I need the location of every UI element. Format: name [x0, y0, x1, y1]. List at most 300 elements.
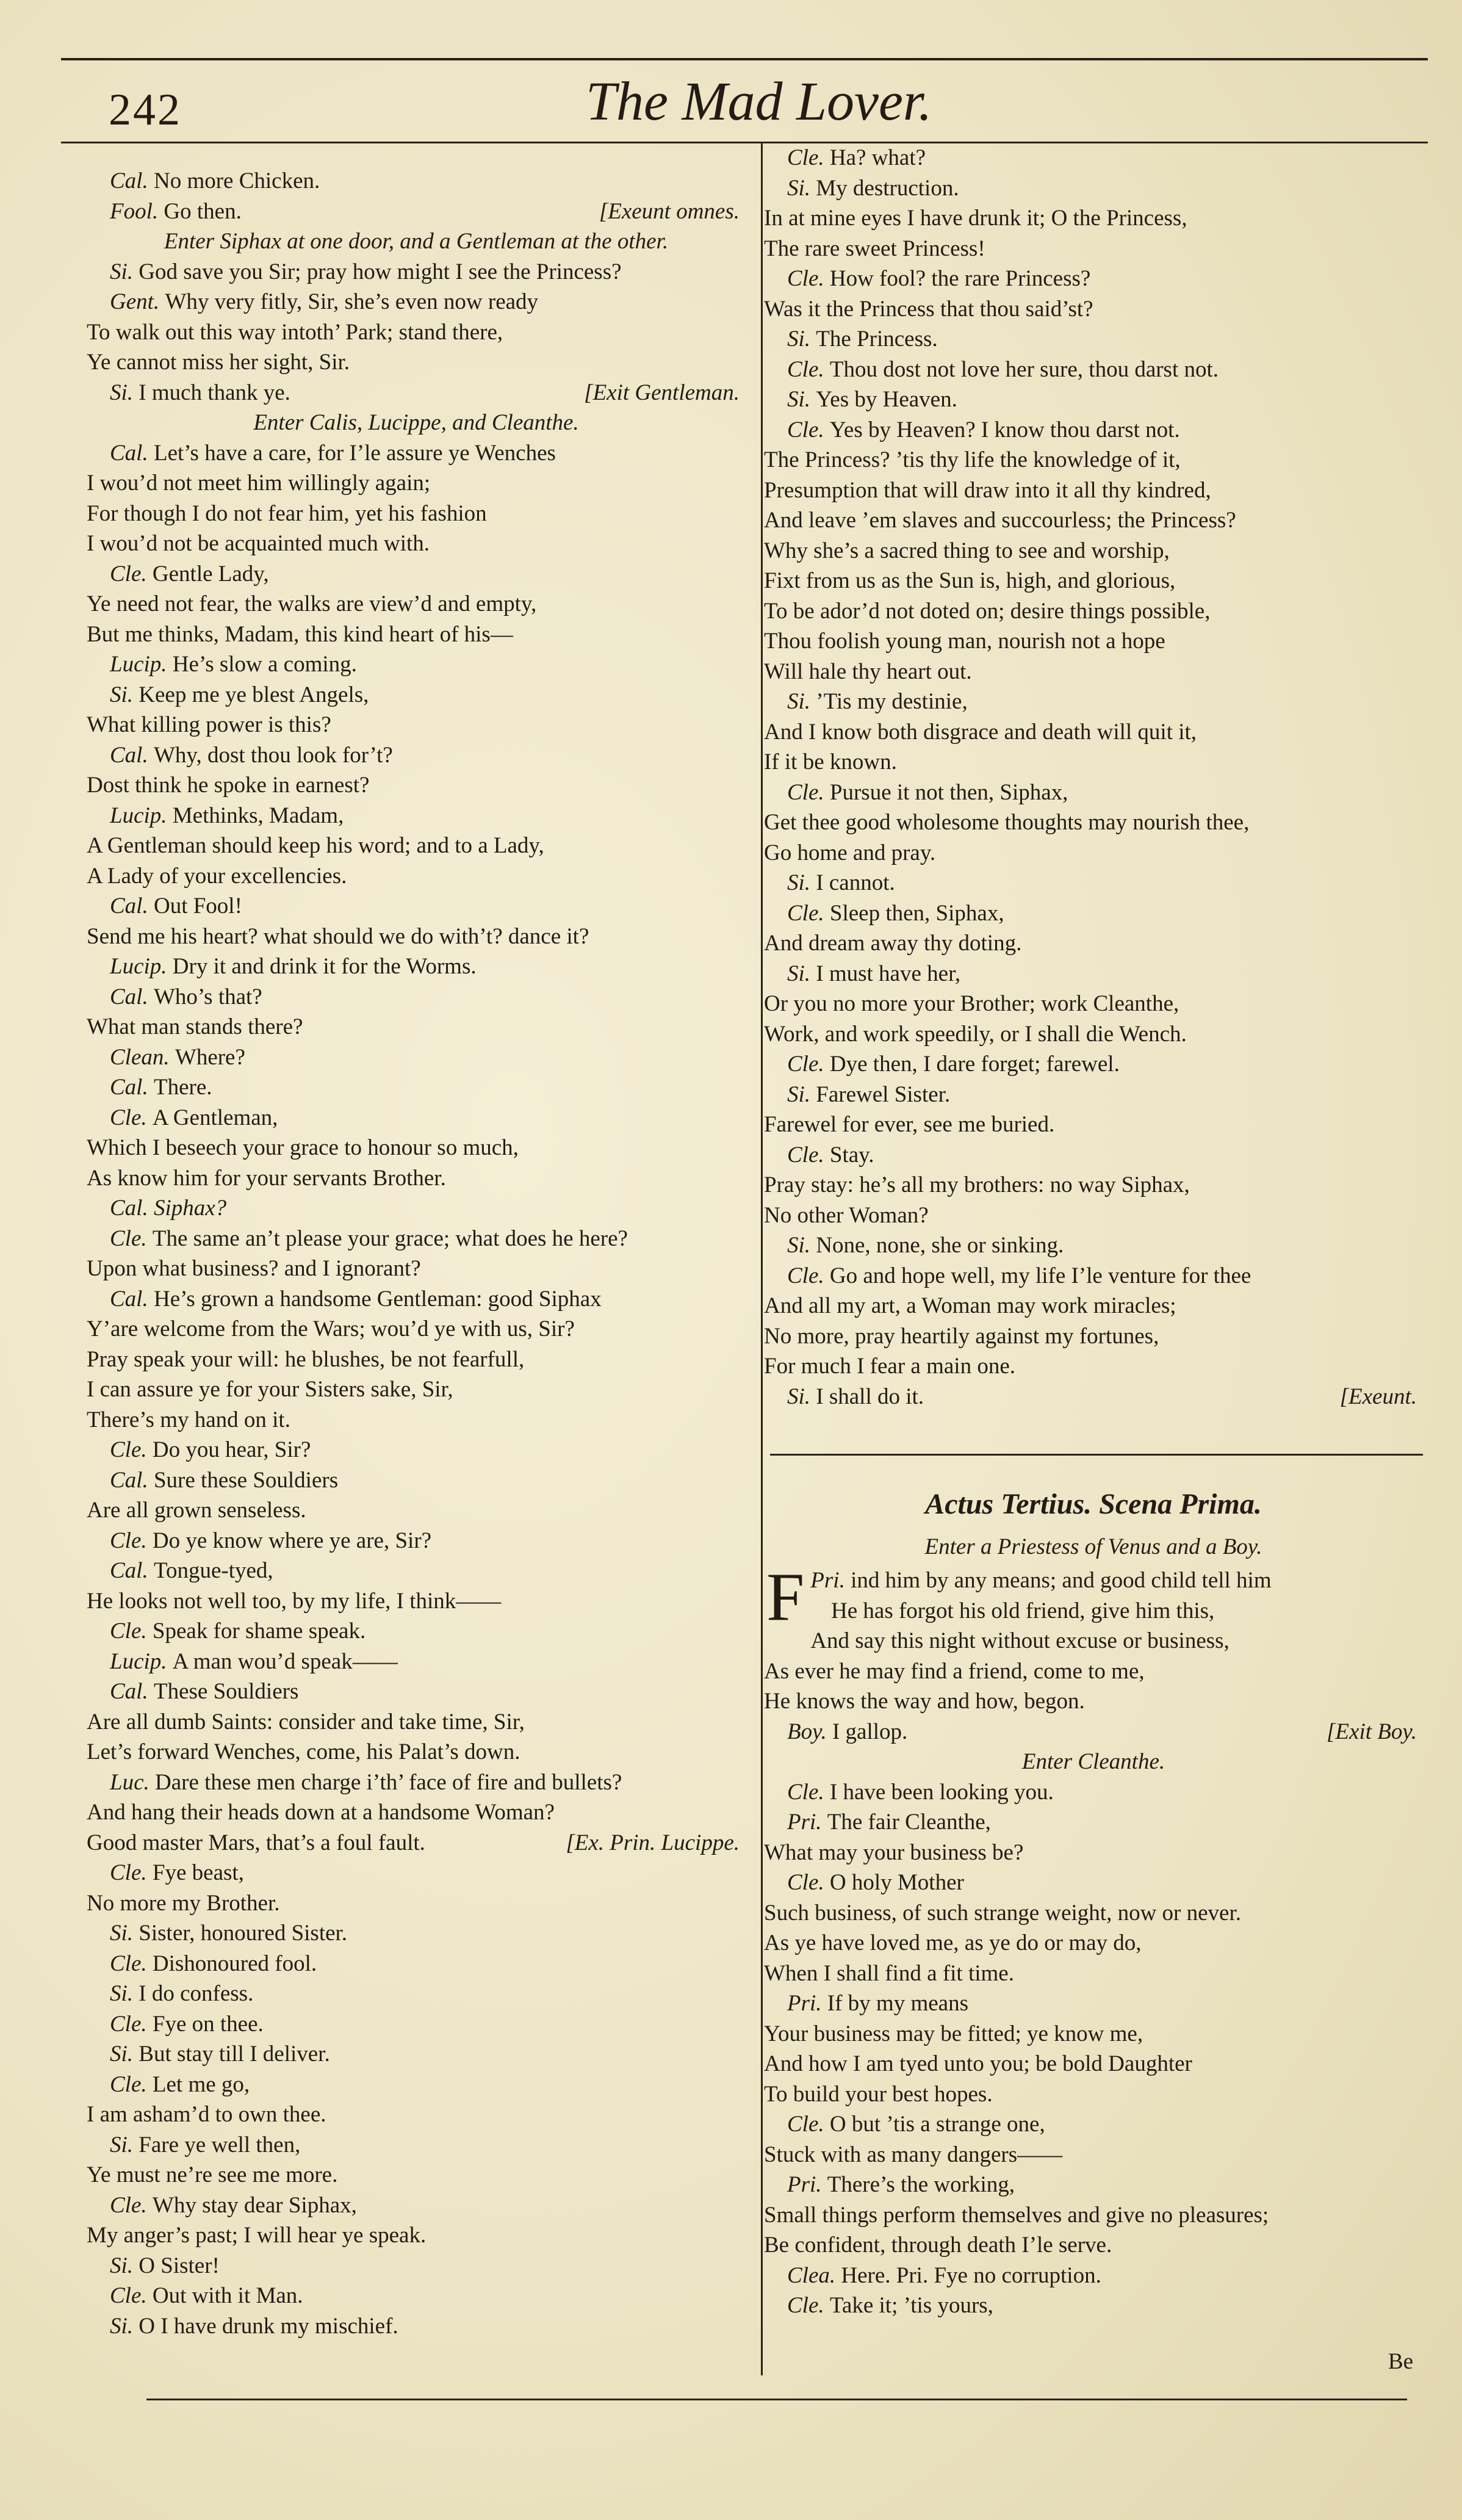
text-line [87, 1254, 746, 1284]
speaker-prefix: Cle. [787, 356, 830, 382]
verse-text: Be confident, through death I’le serve. [764, 2233, 1112, 2258]
verse-text: For much I fear a main one. [764, 1354, 1015, 1379]
text-line [764, 2140, 1423, 2170]
text-line [87, 1374, 746, 1405]
verse-text: ’Tis my destinie, [816, 689, 968, 714]
text-line [87, 1042, 746, 1073]
speaker-prefix: Si. [787, 961, 816, 986]
verse-text: Your business may be fitted; ye know me, [764, 2021, 1143, 2046]
verse-text: A Gentleman should keep his word; and to a Lady, [87, 833, 544, 858]
speaker-prefix: Pri. [787, 1991, 827, 2016]
speaker-prefix: Si. [110, 2042, 139, 2067]
text-line [764, 2261, 1423, 2291]
verse-text: Sleep then, Siphax, [829, 900, 1004, 926]
text-line [764, 807, 1423, 838]
running-title: The Mad Lover. [586, 71, 932, 132]
verse-text: And I know both disgrace and death will quit it, [764, 719, 1197, 745]
verse-text: How fool? the rare Princess? [829, 266, 1091, 291]
verse-text: Sister, honoured Sister. [139, 1921, 348, 1946]
verse-text: I wou’d not meet him willingly again; [87, 471, 431, 496]
verse-text: I am asham’d to own thee. [87, 2102, 326, 2127]
text-line [87, 1224, 746, 1254]
verse-text: I can assure ye for your Sisters sake, Sir, [87, 1377, 453, 1402]
text-line [87, 1495, 746, 1526]
text-line [87, 1949, 746, 1979]
text-line [87, 1828, 746, 1858]
text-line [764, 143, 1423, 173]
text-line [87, 589, 746, 619]
verse-text: Do ye know where ye are, Sir? [152, 1528, 432, 1553]
verse-text: Ye need not fear, the walks are view’d and empty, [87, 591, 537, 616]
text-line [87, 1103, 746, 1133]
verse-text: I wou’d not be acquainted much with. [87, 531, 430, 556]
text-line [87, 2311, 746, 2342]
text-line [764, 1717, 1423, 1747]
speaker-prefix: Lucip. [110, 803, 173, 828]
speaker-prefix: Si. [787, 327, 816, 352]
stage-direction: Enter Siphax at one door, and a Gentleman at the other. [164, 229, 669, 254]
text-line [87, 1193, 746, 1224]
text-line [87, 1435, 746, 1465]
verse-text: I cannot. [816, 870, 895, 895]
verse-text: As ever he may find a friend, come to me, [764, 1658, 1145, 1684]
text-line [764, 1019, 1423, 1050]
verse-text: In at mine eyes I have drunk it; O the Princess, [764, 206, 1187, 231]
text-line [87, 1616, 746, 1647]
verse-text: The Princess? ’tis thy life the knowledge of it, [764, 447, 1181, 472]
text-line [87, 257, 746, 287]
verse-text: Ha? what? [829, 145, 926, 170]
verse-text: Are all grown senseless. [87, 1498, 306, 1523]
verse-text: Keep me ye blest Angels, [139, 682, 369, 707]
text-line [87, 2251, 746, 2281]
verse-text: He has forgot his old friend, give him this, [831, 1598, 1215, 1623]
text-line [764, 384, 1423, 415]
text-line [764, 1049, 1423, 1080]
act-heading: Actus Tertius. Scena Prima. [925, 1488, 1262, 1520]
verse-text: What may your business be? [764, 1839, 1024, 1865]
text-line [87, 1797, 746, 1828]
verse-text: To be ador’d not doted on; desire things possible, [764, 598, 1211, 624]
speaker-prefix: Fool. [110, 198, 164, 224]
verse-text: Why, dost thou look for’t? [153, 742, 393, 768]
text-line [87, 801, 746, 831]
verse-text: Fye on thee. [152, 2011, 264, 2037]
text-line [764, 778, 1423, 808]
text-line [87, 1979, 746, 2009]
speaker-prefix: Cle. [787, 779, 830, 805]
text-line [87, 1345, 746, 1375]
text-line [87, 408, 746, 438]
verse-text: He knows the way and how, begon. [764, 1689, 1085, 1714]
text-line [764, 1080, 1423, 1110]
text-line [764, 566, 1423, 596]
verse-text: Fare ye well then, [139, 2132, 301, 2157]
text-line [764, 234, 1423, 264]
stage-direction: Enter Calis, Lucippe, and Cleanthe. [253, 410, 579, 435]
speaker-prefix: Boy. [787, 1719, 832, 1744]
speaker-prefix: Cle. [787, 2112, 830, 2137]
verse-text: God save you Sir; pray how might I see the Princess? [139, 259, 622, 284]
verse-text: Presumption that will draw into it all thy kindred, [764, 477, 1211, 503]
verse-text: Thou foolish young man, nourish not a hope [764, 629, 1165, 654]
text-line [87, 1647, 746, 1677]
text-line [87, 1012, 746, 1042]
speaker-prefix: Si. [110, 259, 139, 284]
text-line [87, 499, 746, 529]
exit-direction: [Exit Boy. [1327, 1719, 1417, 1744]
speaker-prefix: Si. [110, 2313, 139, 2339]
text-line [764, 1777, 1423, 1808]
text-line [764, 1747, 1423, 1777]
verse-text: Work, and work speedily, or I shall die Wench. [764, 1021, 1187, 1047]
exit-direction: [Exit Gentleman. [584, 380, 740, 405]
verse-text: No more Chicken. [153, 168, 320, 193]
speaker-prefix: Pri. [787, 1810, 827, 1835]
text-line [87, 2130, 746, 2161]
verse-text: Send me his heart? what should we do with’t? dance it? [87, 923, 589, 949]
speaker-prefix: Si. [787, 175, 816, 201]
verse-text: No more my Brother. [87, 1890, 280, 1916]
speaker-prefix: Si. [787, 1233, 816, 1258]
act-entrance-direction: Enter a Priestess of Venus and a Boy. [924, 1534, 1262, 1559]
speaker-prefix: Cal. [110, 440, 154, 466]
verse-text: Dishonoured fool. [152, 1951, 317, 1976]
verse-text: The Princess. [816, 327, 938, 352]
speaker-prefix: Cle. [110, 1226, 153, 1251]
verse-text: And leave ’em slaves and succourless; the Princess? [764, 508, 1236, 533]
text-line [764, 868, 1423, 898]
verse-text: No more, pray heartily against my fortunes, [764, 1323, 1159, 1349]
text-line [764, 1230, 1423, 1261]
verse-text: I do confess. [139, 1981, 254, 2006]
text-line [87, 1858, 746, 1888]
text-line [87, 1677, 746, 1707]
text-line [87, 2220, 746, 2251]
speaker-prefix: Si. [110, 1921, 139, 1946]
text-line [764, 1959, 1423, 1989]
verse-text: As ye have loved me, as ye do or may do, [764, 1930, 1142, 1955]
verse-text: If by my means [827, 1991, 968, 2016]
speaker-prefix: Clea. [787, 2262, 841, 2288]
verse-text: Thou dost not love her sure, thou darst not. [829, 356, 1219, 382]
verse-text: Why very fitly, Sir, she’s even now ready [165, 289, 539, 314]
text-line [764, 1596, 1423, 1626]
speaker-prefix: Cle. [787, 1142, 830, 1168]
speaker-prefix: Cle. [110, 2011, 153, 2037]
speaker-prefix: Cal. [110, 1196, 154, 1221]
text-line [764, 989, 1423, 1019]
verse-text: There’s the working, [827, 2172, 1015, 2197]
speaker-prefix: Cle. [787, 145, 830, 170]
verse-text: A man wou’d speak—— [172, 1648, 398, 1674]
text-line [87, 1284, 746, 1315]
speaker-prefix: Si. [787, 1384, 816, 1409]
text-line [764, 1351, 1423, 1382]
verse-text: Take it; ’tis yours, [829, 2293, 993, 2318]
speaker-prefix: Si. [110, 1981, 139, 2006]
verse-text: Pursue it not then, Siphax, [829, 779, 1068, 805]
text-line [87, 1133, 746, 1163]
text-line [764, 1868, 1423, 1898]
speaker-prefix: Si. [110, 682, 139, 707]
text-line [87, 1586, 746, 1617]
left-text-column [87, 166, 746, 2341]
verse-text: But me thinks, Madam, this kind heart of his— [87, 621, 513, 647]
verse-text: Pray stay: he’s all my brothers: no way Siphax, [764, 1172, 1190, 1197]
speaker-prefix: Cle. [787, 900, 830, 926]
text-line [87, 680, 746, 710]
speaker-prefix: Si. [787, 1081, 816, 1107]
text-line [764, 717, 1423, 748]
verse-text: A Gentleman, [152, 1105, 278, 1130]
verse-text: There. [153, 1075, 212, 1100]
verse-text: O Sister! [139, 2253, 220, 2278]
speaker-prefix: Si. [110, 2132, 139, 2157]
speaker-prefix: Cal. [110, 1286, 154, 1312]
speaker-prefix: Cle. [787, 1779, 830, 1805]
footer-rule [146, 2399, 1407, 2400]
text-line [764, 657, 1423, 687]
speaker-prefix: Cle. [110, 1528, 153, 1553]
text-line [87, 1072, 746, 1103]
verse-text: What man stands there? [87, 1014, 303, 1039]
verse-text: As know him for your servants Brother. [87, 1165, 446, 1191]
text-line [764, 928, 1423, 959]
exit-direction: [Exeunt omnes. [599, 198, 740, 224]
text-line [87, 1767, 746, 1798]
verse-text: I gallop. [832, 1719, 908, 1744]
text-line [764, 687, 1423, 717]
text-line [764, 2019, 1423, 2049]
text-line [764, 1110, 1423, 1140]
text-line [87, 2039, 746, 2070]
text-line [764, 536, 1423, 566]
verse-text: He’s grown a handsome Gentleman: good Siphax [153, 1286, 602, 1312]
verse-text: Gentle Lady, [152, 561, 269, 587]
text-line [764, 1626, 1423, 1656]
text-line [764, 2200, 1423, 2231]
verse-text: Pray speak your will: he blushes, be not fearfull, [87, 1346, 525, 1372]
speaker-prefix: Cle. [110, 1951, 153, 1976]
verse-text: O holy Mother [829, 1870, 964, 1895]
verse-text: Dye then, I dare forget; farewel. [829, 1052, 1120, 1077]
verse-text: For though I do not fear him, yet his fashion [87, 500, 487, 526]
text-line [764, 1140, 1423, 1171]
text-line [87, 2099, 746, 2130]
verse-text: Fye beast, [152, 1860, 244, 1885]
text-line [764, 2291, 1423, 2321]
text-line [764, 2049, 1423, 2079]
text-line [87, 1556, 746, 1586]
text-line [764, 264, 1423, 294]
verse-text: Small things perform themselves and give no pleasures; [764, 2202, 1269, 2228]
text-line [87, 2281, 746, 2311]
text-line [764, 1170, 1423, 1200]
verse-text: Do you hear, Sir? [152, 1437, 311, 1462]
verse-text: Upon what business? and I ignorant? [87, 1256, 421, 1281]
text-line [87, 166, 746, 197]
text-line [764, 838, 1423, 868]
verse-text: To walk out this way intoth’ Park; stand there, [87, 319, 503, 345]
text-line [87, 1465, 746, 1496]
speaker-prefix: Luc. [110, 1769, 155, 1795]
speaker-prefix: Lucip. [110, 1648, 173, 1674]
text-line [764, 415, 1423, 446]
speaker-prefix: Cal. [110, 1075, 154, 1100]
text-line [87, 2070, 746, 2100]
verse-text: But stay till I deliver. [139, 2042, 330, 2067]
verse-text: The fair Cleanthe, [827, 1810, 991, 1835]
text-line [87, 1707, 746, 1738]
text-line [764, 626, 1423, 657]
verse-text: Farewel for ever, see me buried. [764, 1112, 1055, 1137]
speaker-prefix: Cle. [110, 2283, 153, 2308]
right-text-column [764, 143, 1423, 1412]
verse-text: Yes by Heaven? I know thou darst not. [829, 417, 1180, 442]
text-line [87, 982, 746, 1013]
speaker-prefix: Si. [110, 2253, 139, 2278]
text-line [87, 1526, 746, 1556]
verse-text: None, none, she or sinking. [816, 1233, 1064, 1258]
verse-text: Ye cannot miss her sight, Sir. [87, 350, 350, 375]
text-line [764, 959, 1423, 989]
verse-text: Go and hope well, my life I’le venture for thee [829, 1263, 1251, 1288]
verse-text: I have been looking you. [829, 1779, 1054, 1805]
text-line [87, 2160, 746, 2190]
page-number: 242 [109, 85, 182, 135]
catchword: Be [1388, 2349, 1413, 2374]
speaker-prefix: Cle. [110, 2071, 153, 2097]
verse-text: Good master Mars, that’s a foul fault. [87, 1830, 425, 1855]
speaker-prefix: Cal. [110, 742, 154, 768]
verse-text: Out Fool! [153, 894, 242, 919]
verse-text: And all my art, a Woman may work miracles; [764, 1293, 1176, 1318]
verse-text: Who’s that? [153, 984, 262, 1009]
text-line [764, 173, 1423, 204]
verse-text: Was it the Princess that thou said’st? [764, 296, 1093, 322]
text-line [764, 1321, 1423, 1352]
text-line [87, 2009, 746, 2040]
verse-text: O I have drunk my mischief. [139, 2313, 398, 2339]
verse-text: He looks not well too, by my life, I think—— [87, 1588, 502, 1614]
text-line [764, 1807, 1423, 1838]
verse-text: Here. Pri. Fye no corruption. [841, 2262, 1101, 2288]
verse-text: If it be known. [764, 749, 897, 774]
speaker-prefix: Cle. [787, 1870, 830, 1895]
text-line [87, 197, 746, 227]
verse-text: Sure these Souldiers [153, 1467, 339, 1493]
speaker-prefix: Cal. [110, 1467, 154, 1493]
speaker-prefix: Cle. [110, 1619, 153, 1644]
verse-text: Get thee good wholesome thoughts may nourish thee, [764, 810, 1250, 835]
verse-text: I much thank ye. [139, 380, 290, 405]
verse-text: And hang their heads down at a handsome Woman? [87, 1800, 555, 1825]
verse-text: He’s slow a coming. [172, 652, 357, 677]
text-line [764, 1261, 1423, 1291]
verse-text: My destruction. [816, 175, 959, 201]
speaker-prefix: Cle. [110, 1105, 153, 1130]
verse-text: No other Woman? [764, 1202, 929, 1228]
act-text-lines [764, 1559, 1423, 2321]
text-line [87, 226, 746, 257]
verse-text: Let me go, [152, 2071, 250, 2097]
verse-text: Fixt from us as the Sun is, high, and glorious, [764, 568, 1176, 593]
verse-text: And how I am tyed unto you; be bold Daughter [764, 2051, 1192, 2076]
speaker-prefix: Lucip. [110, 652, 173, 677]
verse-text: Y’are welcome from the Wars; wou’d ye with us, Sir? [87, 1316, 575, 1341]
speaker-prefix: Cal. [110, 894, 154, 919]
speaker-prefix: Cle. [110, 1437, 153, 1462]
text-line [764, 2230, 1423, 2261]
verse-text: Methinks, Madam, [172, 803, 344, 828]
verse-text: Dare these men charge i’th’ face of fire and bullets? [155, 1769, 622, 1795]
text-line [764, 475, 1423, 506]
speaker-prefix: Pri. [810, 1568, 851, 1593]
verse-text: Ye must ne’re see me more. [87, 2162, 338, 2187]
verse-text: Speak for shame speak. [152, 1619, 366, 1644]
text-line [87, 1737, 746, 1767]
speaker-prefix: Cle. [110, 1860, 153, 1885]
text-line [764, 1838, 1423, 1868]
verse-text: Dry it and drink it for the Worms. [172, 954, 477, 979]
verse-text: Yes by Heaven. [816, 387, 957, 412]
text-line [87, 347, 746, 378]
speaker-prefix: Si. [787, 870, 816, 895]
verse-text: Are all dumb Saints: consider and take time, Sir, [87, 1709, 525, 1735]
text-line [87, 317, 746, 348]
text-line [764, 505, 1423, 536]
verse-text: Farewel Sister. [816, 1081, 951, 1107]
verse-text: And say this night without excuse or business, [810, 1628, 1230, 1653]
verse-text: Tongue-tyed, [153, 1558, 273, 1583]
text-line [87, 891, 746, 922]
verse-text: Siphax? [153, 1196, 227, 1221]
act-three-scene-one [764, 1480, 1423, 2321]
verse-text: I shall do it. [816, 1384, 924, 1409]
verse-text: My anger’s past; I will hear ye speak. [87, 2223, 427, 2248]
text-line [764, 2079, 1423, 2110]
text-line [764, 1200, 1423, 1231]
verse-text: Why stay dear Siphax, [152, 2192, 357, 2218]
verse-text: Will hale thy heart out. [764, 659, 972, 684]
text-line [87, 1314, 746, 1345]
speaker-prefix: Cal. [110, 168, 154, 193]
verse-text: Let’s have a care, for I’le assure ye Wenches [153, 440, 556, 466]
header-top-rule [61, 58, 1428, 60]
text-line [764, 1382, 1423, 1412]
verse-text: Let’s forward Wenches, come, his Palat’s down. [87, 1739, 520, 1764]
verse-text: Go home and pray. [764, 840, 936, 865]
text-line [87, 468, 746, 499]
verse-text: Why she’s a sacred thing to see and worship, [764, 538, 1170, 563]
text-line [764, 2170, 1423, 2200]
text-line [87, 529, 746, 559]
drop-cap: F [766, 1559, 805, 1635]
text-line [87, 951, 746, 982]
verse-text: O but ’tis a strange one, [829, 2112, 1045, 2137]
speaker-prefix: Cal. [110, 1679, 154, 1704]
speaker-prefix: Cle. [787, 1052, 830, 1077]
speaker-prefix: Si. [787, 689, 816, 714]
speaker-prefix: Cle. [110, 2192, 153, 2218]
text-line [764, 1988, 1423, 2019]
text-line [87, 1163, 746, 1194]
text-line [87, 649, 746, 680]
act-divider-rule [770, 1454, 1423, 1456]
text-line [764, 355, 1423, 385]
exit-direction: [Ex. Prin. Lucippe. [566, 1830, 740, 1855]
